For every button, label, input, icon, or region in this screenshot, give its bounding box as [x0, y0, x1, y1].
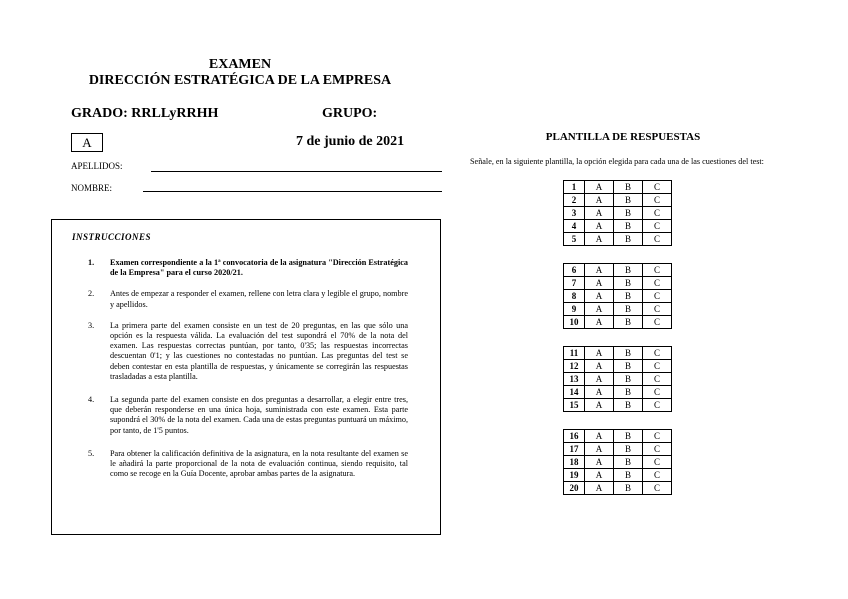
answer-row [564, 316, 672, 329]
answer-option-b[interactable]: B [614, 233, 643, 246]
answer-option-c[interactable]: C [643, 399, 672, 412]
question-number: 2 [564, 194, 585, 207]
answer-row [564, 443, 672, 456]
answer-option-a[interactable]: A [585, 386, 614, 399]
answer-option-c[interactable]: C [643, 181, 672, 194]
subject-title: DIRECCIÓN ESTRATÉGICA DE LA EMPRESA [88, 73, 392, 88]
answer-option-a[interactable]: A [585, 469, 614, 482]
question-number: 8 [564, 290, 585, 303]
answer-row [564, 399, 672, 412]
answer-option-a[interactable]: A [585, 360, 614, 373]
answer-option-c[interactable]: C [643, 194, 672, 207]
answer-table [563, 180, 672, 246]
answer-option-a[interactable]: A [585, 316, 614, 329]
answer-option-a[interactable]: A [585, 456, 614, 469]
answer-option-a[interactable]: A [585, 399, 614, 412]
apellidos-label: APELLIDOS: [71, 161, 123, 171]
question-number: 14 [564, 386, 585, 399]
question-number: 7 [564, 277, 585, 290]
answer-row [564, 277, 672, 290]
instructions-box [51, 219, 441, 535]
answers-description: Señale, en la siguiente plantilla, la opción elegida para cada una de las cuestiones del test: [470, 157, 764, 166]
answer-row [564, 469, 672, 482]
answer-row [564, 373, 672, 386]
answer-option-c[interactable]: C [643, 303, 672, 316]
answer-option-a[interactable]: A [585, 482, 614, 495]
answer-option-c[interactable]: C [643, 430, 672, 443]
grupo-label: GRUPO: [322, 106, 378, 121]
exam-title: EXAMEN [208, 57, 272, 72]
answer-option-a[interactable]: A [585, 443, 614, 456]
instruction-item: 3. La primera parte del examen consiste en un test de 20 preguntas, en las que sólo una opción es la respuesta válida. La evaluación del test supondrá el 70% de la nota del examen. Las respuestas correctas puntúan, por tanto, 0'35; las respuestas incorrectas descuentan 0'1; y las cuestiones no contestadas no puntúan. Las preguntas del test se deben contestar en esta plantilla de respuestas, y únicamente se corregirán las respuestas trasladadas a esta plantilla. [88, 320, 408, 381]
answer-row [564, 303, 672, 316]
exam-version-box: A [71, 133, 103, 152]
question-number: 18 [564, 456, 585, 469]
answer-row [564, 264, 672, 277]
answer-option-c[interactable]: C [643, 386, 672, 399]
answer-option-a[interactable]: A [585, 430, 614, 443]
question-number: 5 [564, 233, 585, 246]
answer-option-a[interactable]: A [585, 373, 614, 386]
answer-option-a[interactable]: A [585, 233, 614, 246]
answer-option-a[interactable]: A [585, 347, 614, 360]
instruction-item: 4. La segunda parte del examen consiste en dos preguntas a desarrollar, a elegir entre tres, que deberán responderse en una única hoja, suministrada con este examen. Esta parte supondrá el 30% de la nota del examen. Cada una de estas preguntas puntuará un máximo, por tanto, de 1'5 puntos. [88, 395, 408, 435]
question-number: 6 [564, 264, 585, 277]
answer-option-c[interactable]: C [643, 469, 672, 482]
answer-table [563, 263, 672, 329]
instructions-title: INSTRUCCIONES [72, 232, 152, 242]
answer-option-b[interactable]: B [614, 194, 643, 207]
question-number: 20 [564, 482, 585, 495]
nombre-field[interactable] [143, 191, 442, 192]
answer-option-a[interactable]: A [585, 264, 614, 277]
answer-option-a[interactable]: A [585, 220, 614, 233]
answer-option-c[interactable]: C [643, 316, 672, 329]
question-number: 19 [564, 469, 585, 482]
answer-row [564, 220, 672, 233]
answer-option-c[interactable]: C [643, 443, 672, 456]
answer-option-c[interactable]: C [643, 233, 672, 246]
instructions-list [88, 258, 408, 479]
answer-row [564, 386, 672, 399]
answer-row [564, 347, 672, 360]
answer-row [564, 482, 672, 495]
answer-option-c[interactable]: C [643, 482, 672, 495]
answer-option-a[interactable]: A [585, 290, 614, 303]
answer-option-b[interactable]: B [614, 303, 643, 316]
question-number: 1 [564, 181, 585, 194]
answer-option-c[interactable]: C [643, 264, 672, 277]
answer-option-c[interactable]: C [643, 277, 672, 290]
answer-option-a[interactable]: A [585, 303, 614, 316]
answer-option-a[interactable]: A [585, 181, 614, 194]
question-number: 11 [564, 347, 585, 360]
question-number: 13 [564, 373, 585, 386]
question-number: 16 [564, 430, 585, 443]
answer-option-b[interactable]: B [614, 456, 643, 469]
answer-table [563, 346, 672, 412]
apellidos-field[interactable] [151, 171, 442, 172]
answer-option-c[interactable]: C [643, 290, 672, 303]
answer-table [563, 429, 672, 495]
question-number: 12 [564, 360, 585, 373]
question-number: 9 [564, 303, 585, 316]
answer-option-b[interactable]: B [614, 277, 643, 290]
answer-option-b[interactable]: B [614, 264, 643, 277]
nombre-label: NOMBRE: [71, 183, 113, 193]
instruction-item: 1. Examen correspondiente a la 1ª convocatoria de la asignatura "Dirección Estratégica de la Empresa" para el curso 2020/21. [88, 258, 408, 278]
answer-option-a[interactable]: A [585, 277, 614, 290]
answer-option-c[interactable]: C [643, 347, 672, 360]
answer-option-b[interactable]: B [614, 430, 643, 443]
answer-row [564, 430, 672, 443]
answer-option-b[interactable]: B [614, 360, 643, 373]
answer-row [564, 181, 672, 194]
question-number: 4 [564, 220, 585, 233]
answer-option-c[interactable]: C [643, 220, 672, 233]
answer-option-b[interactable]: B [614, 207, 643, 220]
answer-row [564, 360, 672, 373]
instruction-item: 5. Para obtener la calificación definitiva de la asignatura, en la nota resultante del examen se le añadirá la parte proporcional de la nota de evaluación continua, siendo requisito, tal como se recoge en la Guía Docente, aprobar ambas partes de la asignatura. [88, 448, 408, 479]
instruction-item: 2. Antes de empezar a responder el examen, rellene con letra clara y legible el grupo, nombre y apellidos. [88, 289, 408, 309]
exam-date: 7 de junio de 2021 [296, 134, 405, 149]
answer-row [564, 456, 672, 469]
answer-option-c[interactable]: C [643, 373, 672, 386]
answer-row [564, 233, 672, 246]
answer-option-b[interactable]: B [614, 386, 643, 399]
grado-label: GRADO: RRLLyRRHH [71, 106, 219, 121]
answer-option-b[interactable]: B [614, 482, 643, 495]
question-number: 10 [564, 316, 585, 329]
answer-option-c[interactable]: C [643, 207, 672, 220]
answer-row [564, 194, 672, 207]
answer-option-b[interactable]: B [614, 316, 643, 329]
question-number: 17 [564, 443, 585, 456]
answer-option-b[interactable]: B [614, 220, 643, 233]
question-number: 3 [564, 207, 585, 220]
answer-row [564, 207, 672, 220]
answer-option-b[interactable]: B [614, 469, 643, 482]
answer-option-b[interactable]: B [614, 181, 643, 194]
answer-option-b[interactable]: B [614, 443, 643, 456]
answer-option-b[interactable]: B [614, 347, 643, 360]
answer-option-b[interactable]: B [614, 399, 643, 412]
question-number: 15 [564, 399, 585, 412]
answer-option-b[interactable]: B [614, 373, 643, 386]
answer-option-b[interactable]: B [614, 290, 643, 303]
answer-option-a[interactable]: A [585, 194, 614, 207]
answer-row [564, 290, 672, 303]
answer-option-c[interactable]: C [643, 360, 672, 373]
answer-option-c[interactable]: C [643, 456, 672, 469]
answer-option-a[interactable]: A [585, 207, 614, 220]
answers-title: PLANTILLA DE RESPUESTAS [545, 131, 701, 143]
